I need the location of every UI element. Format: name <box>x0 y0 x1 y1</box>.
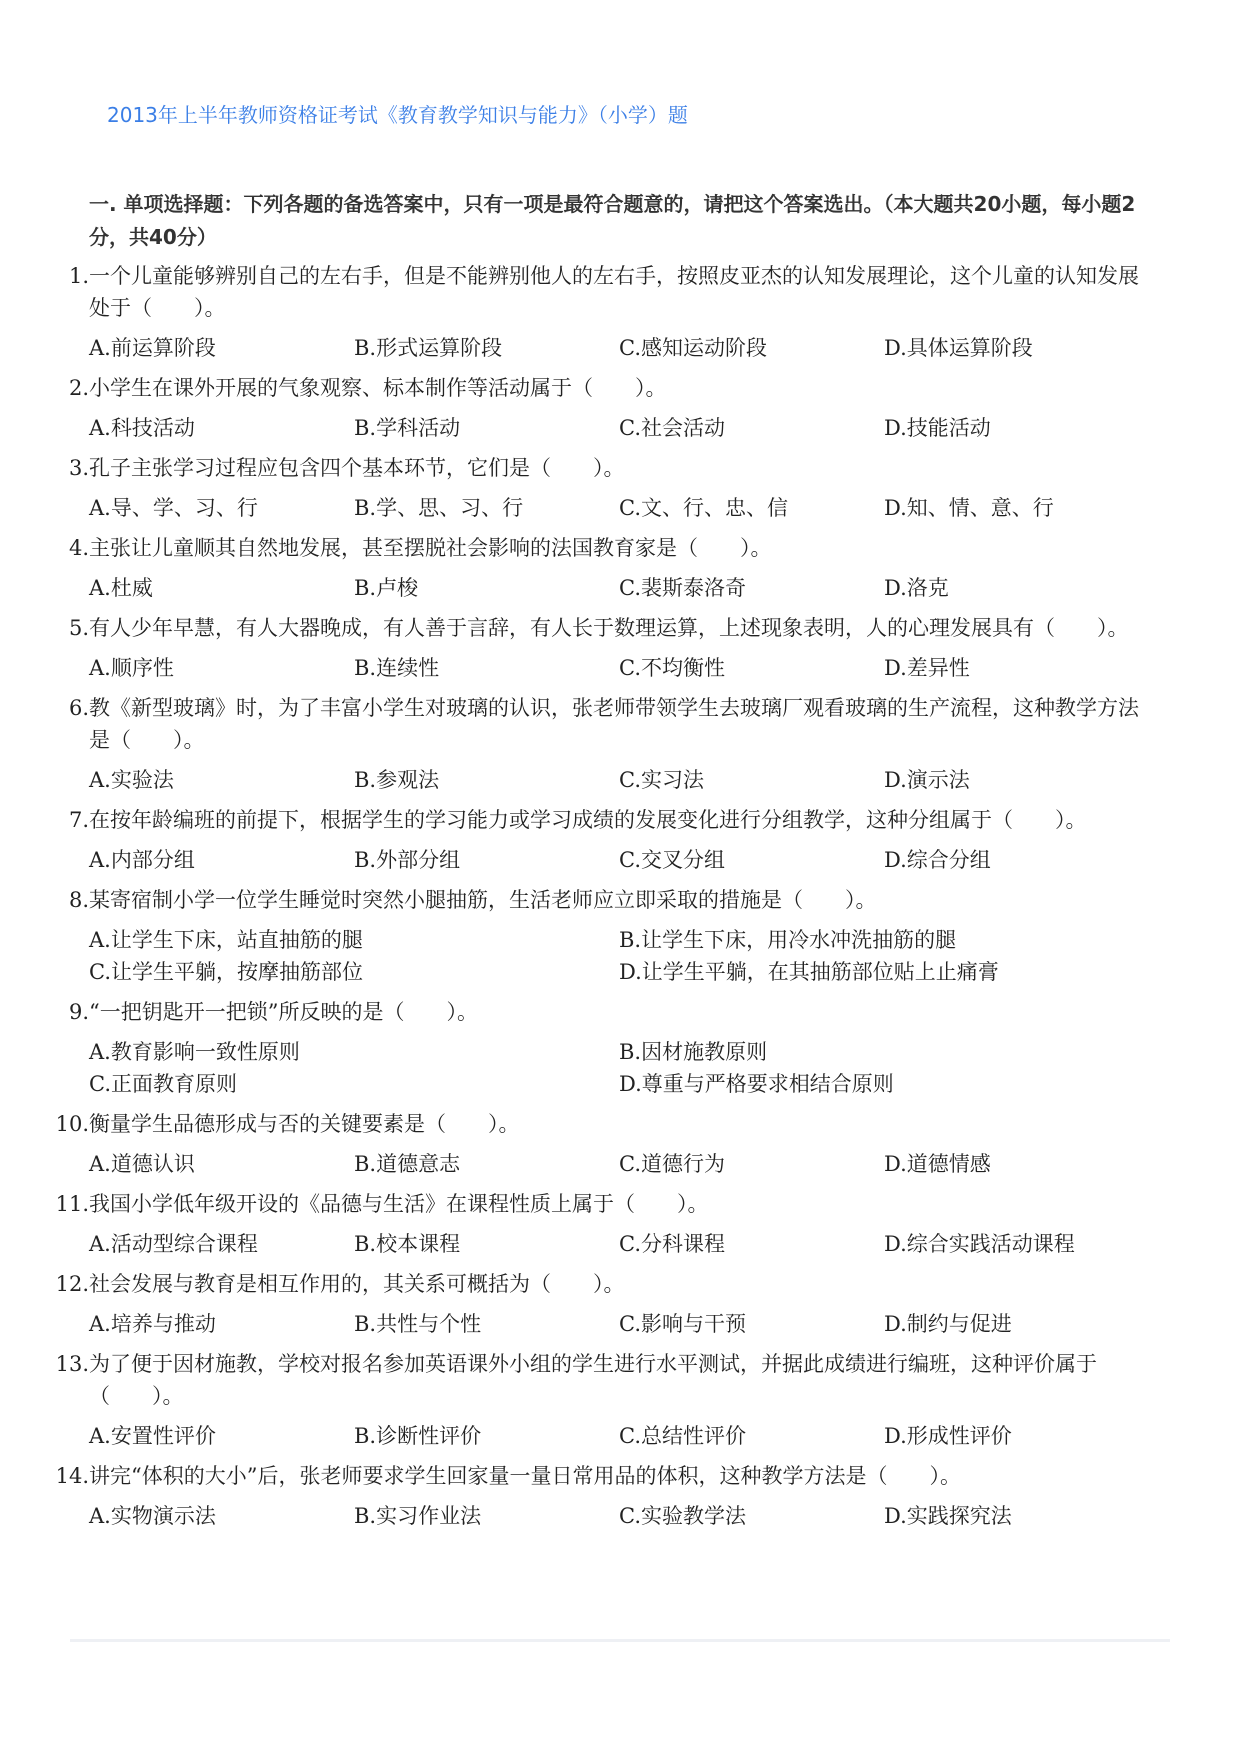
question-text: 有人少年早慧，有人大器晚成，有人善于言辞，有人长于数理运算，上述现象表明，人的心理发展具有（ ）。 <box>89 616 1129 640</box>
option-c: C.实验教学法 <box>619 1504 746 1528</box>
option-a: A.前运算阶段 <box>89 336 216 360</box>
option-d: D.洛克 <box>884 576 949 600</box>
question <box>0 692 1141 756</box>
question-text: 我国小学低年级开设的《品德与生活》在课程性质上属于（ ）。 <box>89 1192 709 1216</box>
question <box>0 1108 1141 1140</box>
question-text: “一把钥匙开一把锁”所反映的是（ ）。 <box>89 1000 478 1024</box>
option-c: C.分科课程 <box>619 1232 725 1256</box>
question <box>0 1268 1141 1300</box>
option-c: C.正面教育原则 <box>89 1072 237 1096</box>
options-row <box>0 572 1240 604</box>
question-number: 6. <box>68 696 89 720</box>
option-a: A.安置性评价 <box>89 1424 216 1448</box>
options-row <box>0 1228 1240 1260</box>
option-a: A.活动型综合课程 <box>89 1232 258 1256</box>
question-number: 7. <box>68 808 89 832</box>
option-d: D.技能活动 <box>884 416 991 440</box>
option-b: B.共性与个性 <box>354 1312 482 1336</box>
option-d: D.具体运算阶段 <box>884 336 1033 360</box>
question <box>0 1348 1141 1412</box>
question <box>0 452 1141 484</box>
options-row <box>0 1420 1240 1452</box>
question-text: 某寄宿制小学一位学生睡觉时突然小腿抽筋，生活老师应立即采取的措施是（ ）。 <box>89 888 877 912</box>
options-row <box>0 924 1240 988</box>
options-row <box>0 764 1240 796</box>
option-c: C.不均衡性 <box>619 656 725 680</box>
section-header: 一. 单项选择题：下列各题的备选答案中，只有一项是最符合题意的，请把这个答案选出。（本大题共20小题，每小题2分，共40分） <box>89 192 1136 249</box>
question <box>0 612 1141 644</box>
option-c: C.交叉分组 <box>619 848 725 872</box>
option-a: A.科技活动 <box>89 416 195 440</box>
question-number: 14. <box>55 1464 89 1488</box>
question <box>0 1460 1141 1492</box>
option-c: C.社会活动 <box>619 416 725 440</box>
option-c: C.影响与干预 <box>619 1312 746 1336</box>
option-d: D.实践探究法 <box>884 1504 1012 1528</box>
option-b: B.参观法 <box>354 768 440 792</box>
option-a: A.教育影响一致性原则 <box>89 1040 300 1064</box>
option-a: A.内部分组 <box>89 848 195 872</box>
question <box>0 996 1141 1028</box>
option-a: A.杜威 <box>89 576 153 600</box>
question-text: 教《新型玻璃》时，为了丰富小学生对玻璃的认识，张老师带领学生去玻璃厂观看玻璃的生产流程，这种教学方法是（ ）。 <box>89 696 1139 752</box>
question-number: 8. <box>68 888 89 912</box>
option-b: B.实习作业法 <box>354 1504 482 1528</box>
page-divider <box>70 1639 1170 1642</box>
options-row <box>0 332 1240 364</box>
options-row <box>0 652 1240 684</box>
question-number: 1. <box>68 264 89 288</box>
option-b: B.道德意志 <box>354 1152 461 1176</box>
question <box>0 372 1141 404</box>
option-b: B.卢梭 <box>354 576 419 600</box>
option-d: D.让学生平躺，在其抽筋部位贴上止痛膏 <box>619 960 999 984</box>
option-b: B.因材施教原则 <box>619 1040 768 1064</box>
options-row <box>0 1500 1240 1532</box>
option-d: D.形成性评价 <box>884 1424 1012 1448</box>
option-b: B.学科活动 <box>354 416 461 440</box>
option-d: D.差异性 <box>884 656 970 680</box>
question-number: 4. <box>68 536 89 560</box>
option-c: C.让学生平躺，按摩抽筋部位 <box>89 960 363 984</box>
option-c: C.总结性评价 <box>619 1424 746 1448</box>
option-c: C.文、行、忠、信 <box>619 496 788 520</box>
question <box>0 804 1141 836</box>
question-list <box>0 260 1240 1540</box>
question-number: 9. <box>68 1000 89 1024</box>
option-a: A.导、学、习、行 <box>89 496 258 520</box>
option-d: D.综合分组 <box>884 848 991 872</box>
question-number: 5. <box>68 616 89 640</box>
option-d: D.道德情感 <box>884 1152 991 1176</box>
option-a: A.实验法 <box>89 768 174 792</box>
options-row <box>0 1148 1240 1180</box>
question-number: 11. <box>55 1192 89 1216</box>
question-text: 社会发展与教育是相互作用的，其关系可概括为（ ）。 <box>89 1272 625 1296</box>
question-number: 10. <box>55 1112 89 1136</box>
question-text: 主张让儿童顺其自然地发展，甚至摆脱社会影响的法国教育家是（ ）。 <box>89 536 772 560</box>
option-b: B.校本课程 <box>354 1232 461 1256</box>
option-c: C.实习法 <box>619 768 704 792</box>
question <box>0 532 1141 564</box>
option-a: A.实物演示法 <box>89 1504 216 1528</box>
question-number: 3. <box>68 456 89 480</box>
options-row <box>0 412 1240 444</box>
option-b: B.学、思、习、行 <box>354 496 524 520</box>
option-c: C.感知运动阶段 <box>619 336 767 360</box>
option-b: B.形式运算阶段 <box>354 336 503 360</box>
option-d: D.尊重与严格要求相结合原则 <box>619 1072 894 1096</box>
option-d: D.知、情、意、行 <box>884 496 1054 520</box>
option-b: B.外部分组 <box>354 848 461 872</box>
options-row <box>0 1036 1240 1100</box>
question-number: 2. <box>68 376 89 400</box>
document-title: 2013年上半年教师资格证考试《教育教学知识与能力》（小学）题 <box>107 103 688 127</box>
options-row <box>0 1308 1240 1340</box>
question-text: 一个儿童能够辨别自己的左右手，但是不能辨别他人的左右手，按照皮亚杰的认知发展理论，这个儿童的认知发展处于（ ）。 <box>89 264 1139 320</box>
option-d: D.综合实践活动课程 <box>884 1232 1075 1256</box>
question-text: 为了便于因材施教，学校对报名参加英语课外小组的学生进行水平测试，并据此成绩进行编班，这种评价属于（ ）。 <box>89 1352 1097 1408</box>
question <box>0 260 1141 324</box>
option-b: B.诊断性评价 <box>354 1424 482 1448</box>
question <box>0 884 1141 916</box>
question-text: 在按年龄编班的前提下，根据学生的学习能力或学习成绩的发展变化进行分组教学，这种分组属于（ ）。 <box>89 808 1087 832</box>
question-text: 孔子主张学习过程应包含四个基本环节，它们是（ ）。 <box>89 456 625 480</box>
question-text: 衡量学生品德形成与否的关键要素是（ ）。 <box>89 1112 520 1136</box>
options-row <box>0 844 1240 876</box>
option-a: A.顺序性 <box>89 656 174 680</box>
question-text: 讲完“体积的大小”后，张老师要求学生回家量一量日常用品的体积，这种教学方法是（ ）。 <box>89 1464 961 1488</box>
question <box>0 1188 1141 1220</box>
question-text: 小学生在课外开展的气象观察、标本制作等活动属于（ ）。 <box>89 376 667 400</box>
option-a: A.培养与推动 <box>89 1312 216 1336</box>
option-c: C.道德行为 <box>619 1152 725 1176</box>
options-row <box>0 492 1240 524</box>
option-a: A.让学生下床，站直抽筋的腿 <box>89 928 363 952</box>
option-b: B.连续性 <box>354 656 440 680</box>
option-b: B.让学生下床，用冷水冲洗抽筋的腿 <box>619 928 957 952</box>
option-d: D.制约与促进 <box>884 1312 1012 1336</box>
question-number: 12. <box>55 1272 89 1296</box>
option-d: D.演示法 <box>884 768 970 792</box>
question-number: 13. <box>55 1352 89 1376</box>
option-c: C.裴斯泰洛奇 <box>619 576 746 600</box>
option-a: A.道德认识 <box>89 1152 195 1176</box>
